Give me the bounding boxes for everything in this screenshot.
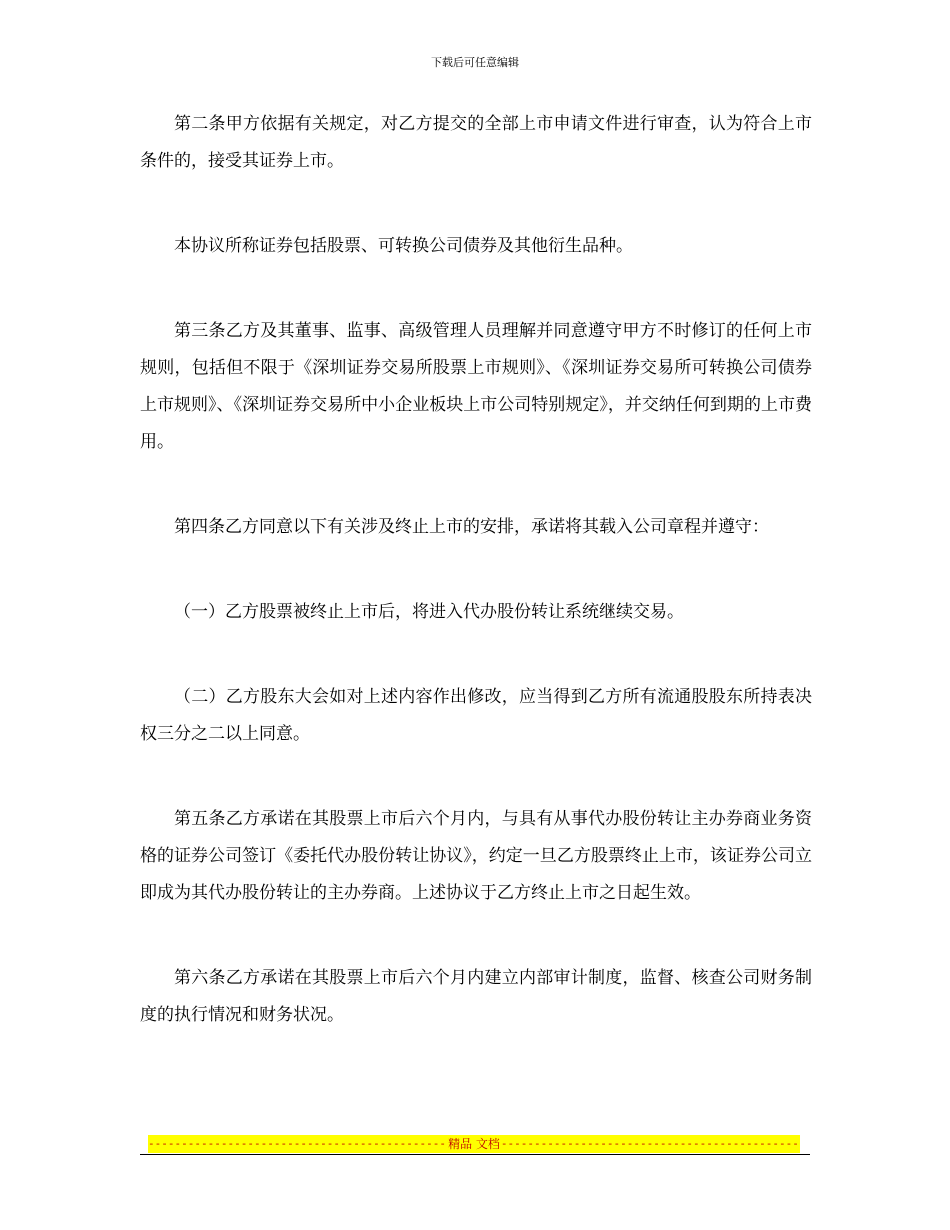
paragraph-gap	[140, 631, 812, 679]
paragraph-gap	[140, 546, 812, 594]
article-4-paragraph: 第四条乙方同意以下有关涉及终止上市的安排，承诺将其载入公司章程并遵守：	[174, 517, 769, 537]
page-header: 下载后可任意编辑	[431, 56, 519, 69]
article-3-paragraph: 第三条乙方及其董事、监事、高级管理人员理解并同意遵守甲方不时修订的任何上市规则，包括但不限于《深圳证券交易所股票上市规则》、《深圳证券交易所可转换公司债券上市规则》、《深圳证券交易所中小企业板块上市公司特别规定》，并交纳任何到期的上市费用。	[140, 321, 812, 452]
footer-dashes-left	[148, 1135, 447, 1153]
footer-dashes-right	[501, 1135, 800, 1153]
footer-rule	[140, 1154, 810, 1155]
article-2-paragraph: 第二条甲方依据有关规定，对乙方提交的全部上市申请文件进行审查，认为符合上市条件的，接受其证券上市。	[140, 114, 812, 171]
article-5-paragraph: 第五条乙方承诺在其股票上市后六个月内，与具有从事代办股份转让主办券商业务资格的证券公司签订《委托代办股份转让协议》，约定一旦乙方股票终止上市，该证券公司立即成为其代办股份转让的主办券商。上述协议于乙方终止上市之日起生效。	[140, 809, 812, 903]
securities-definition-paragraph: 本协议所称证券包括股票、可转换公司债券及其他衍生品种。	[174, 236, 633, 256]
footer-label: 精品 文档	[448, 1137, 500, 1151]
document-body	[140, 106, 812, 1034]
paragraph-gap	[140, 912, 812, 960]
paragraph-gap	[140, 753, 812, 801]
paragraph-gap	[140, 180, 812, 228]
footer-banner	[148, 1135, 800, 1153]
paragraph-gap	[140, 461, 812, 509]
article-4-item-1: （一）乙方股票被终止上市后，将进入代办股份转让系统继续交易。	[174, 602, 684, 622]
article-6-paragraph: 第六条乙方承诺在其股票上市后六个月内建立内部审计制度，监督、核查公司财务制度的执行情况和财务状况。	[140, 968, 812, 1025]
paragraph-gap	[140, 265, 812, 313]
article-4-item-2: （二）乙方股东大会如对上述内容作出修改，应当得到乙方所有流通股股东所持表决权三分之二以上同意。	[140, 687, 812, 744]
